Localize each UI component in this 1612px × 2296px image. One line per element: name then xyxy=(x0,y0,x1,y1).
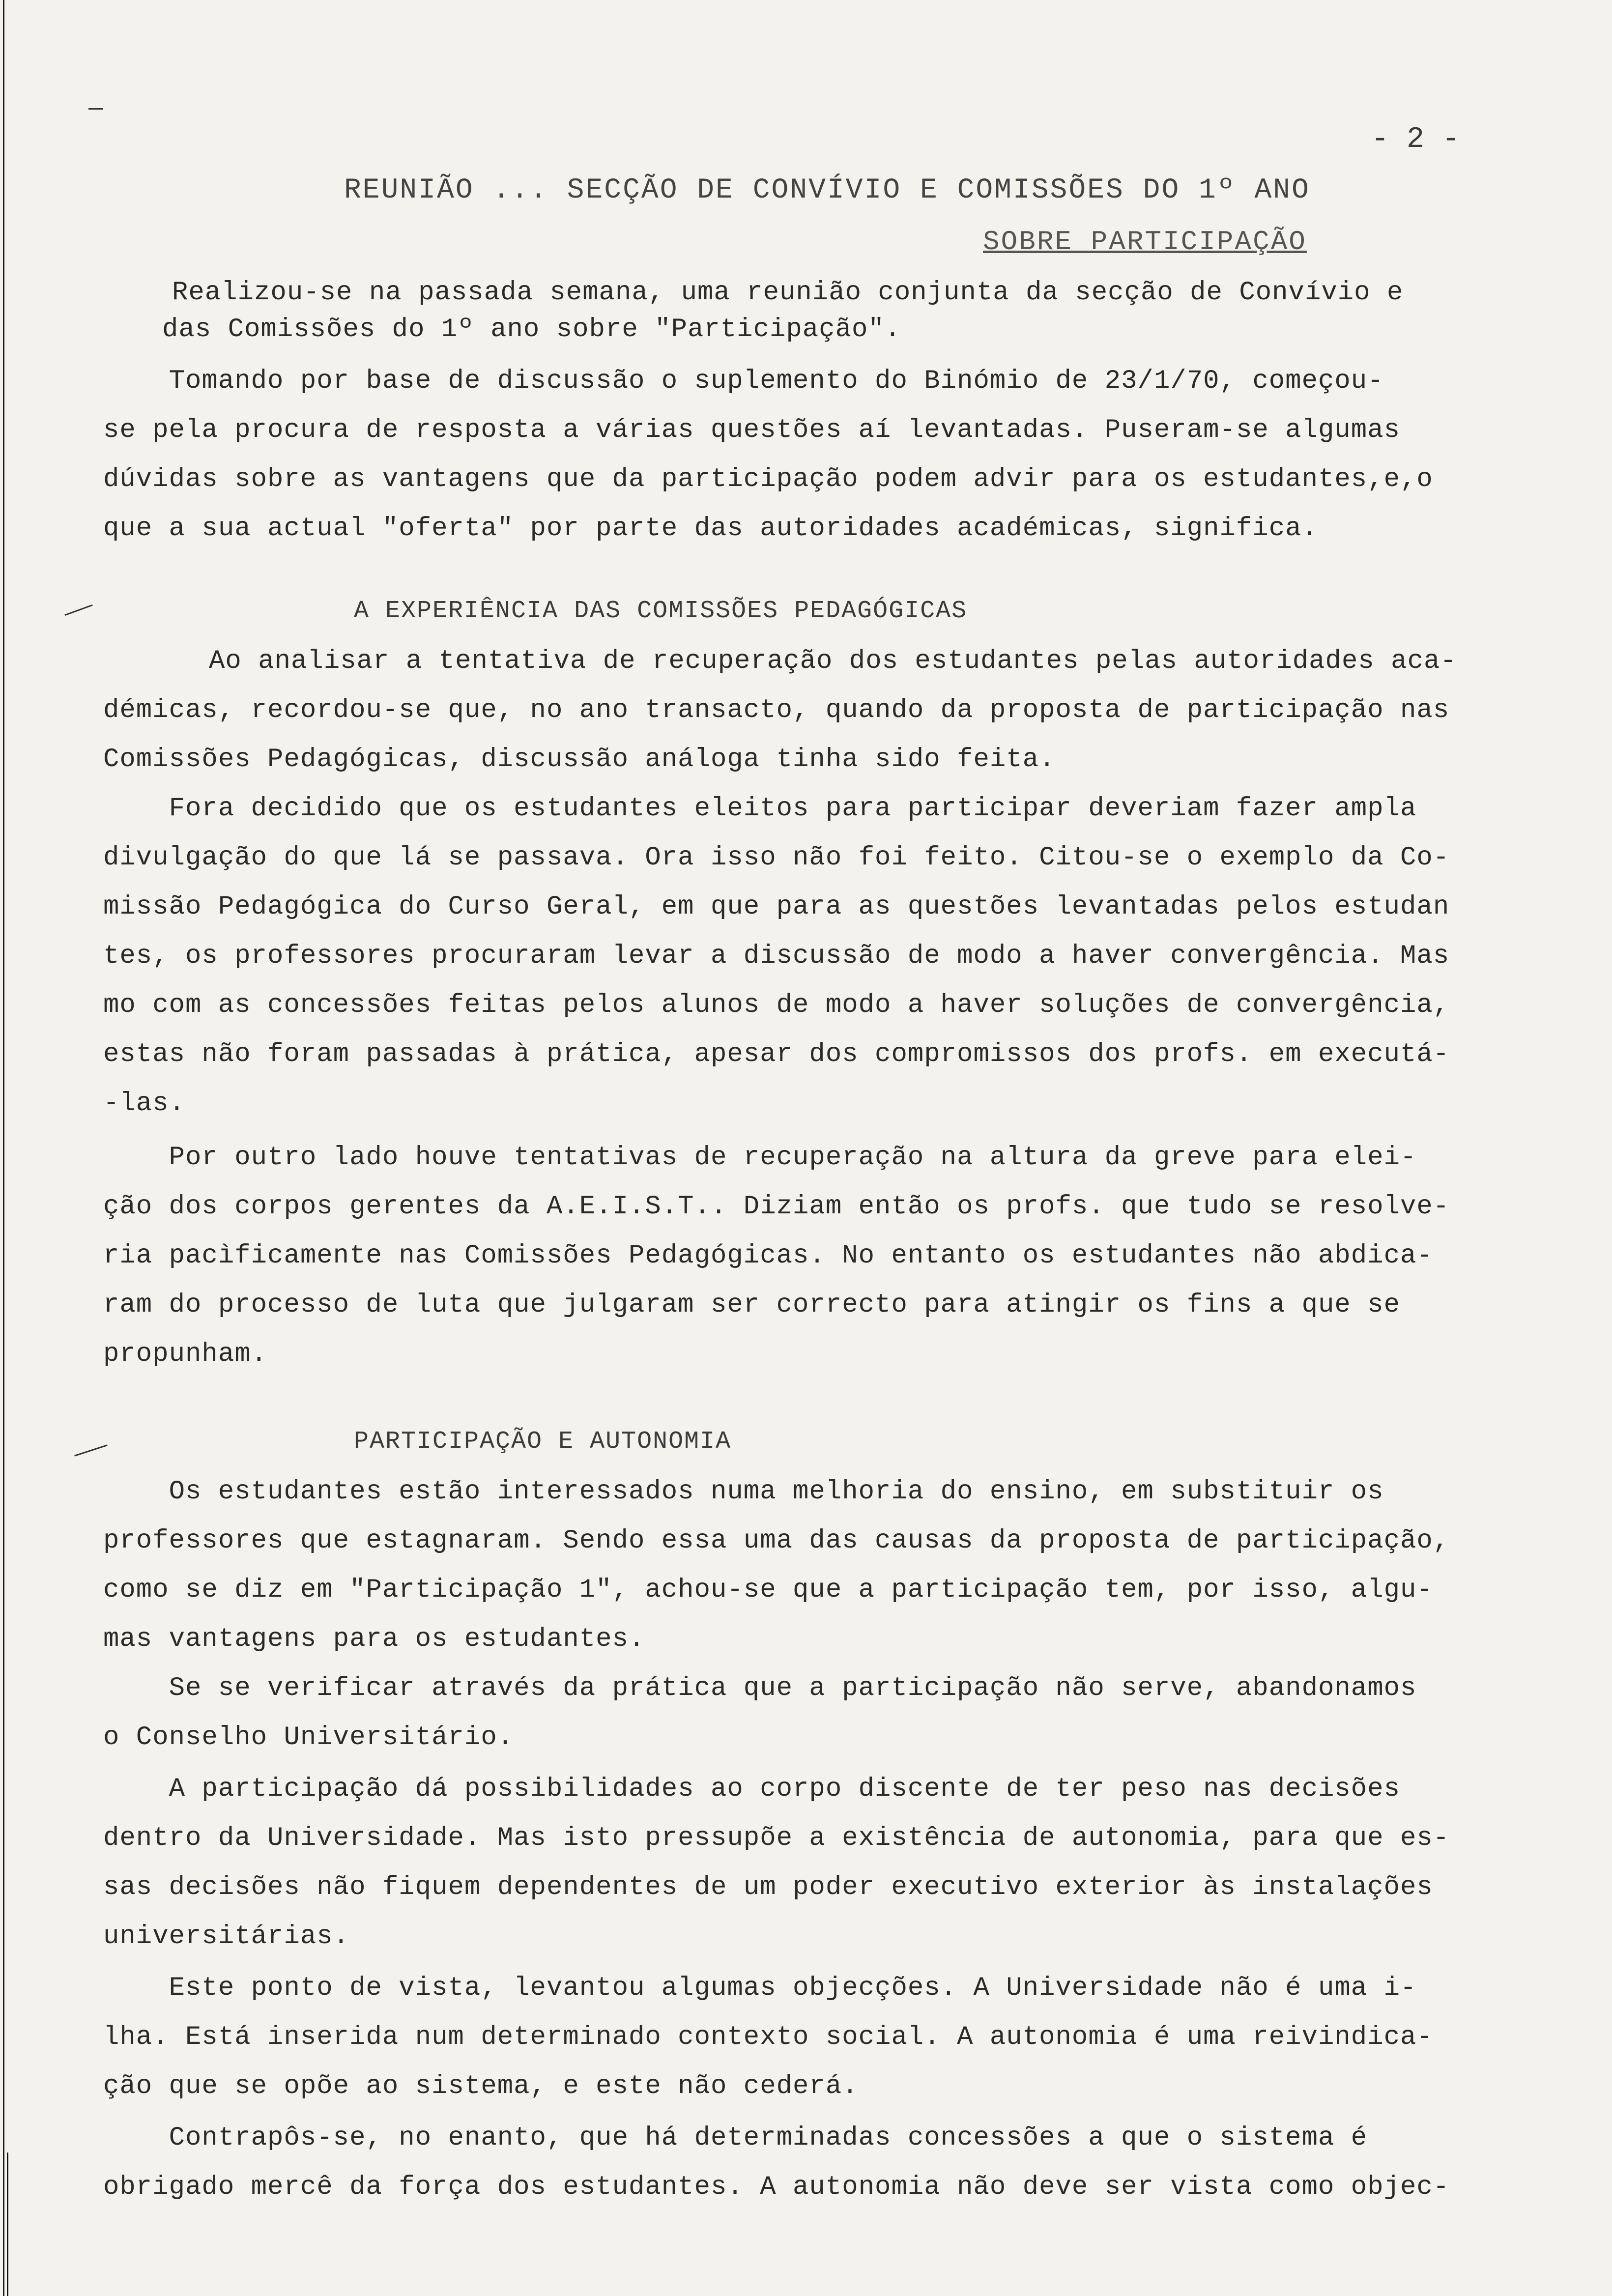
text-line: universitárias. xyxy=(103,1922,350,1952)
text-line: Tomando por base de discussão o suplemento do Binómio de 23/1/70, começou- xyxy=(103,366,1384,396)
scan-speck xyxy=(88,108,103,110)
scan-speck xyxy=(74,1444,108,1456)
page-number: - 2 - xyxy=(1371,123,1460,156)
text-line: ram do processo de luta que julgaram ser correcto para atingir os fins a que se xyxy=(103,1290,1401,1320)
text-line: que a sua actual "oferta" por parte das autoridades académicas, significa. xyxy=(103,514,1318,544)
text-line: démicas, recordou-se que, no ano transacto, quando da proposta de participação nas xyxy=(103,695,1450,725)
section-heading: A EXPERIÊNCIA DAS COMISSÕES PEDAGÓGICAS xyxy=(354,597,968,625)
text-line: Realizou-se na passada semana, uma reunião conjunta da secção de Convívio e xyxy=(172,278,1404,308)
scan-speck xyxy=(64,604,92,616)
text-line: estas não foram passadas à prática, apesar dos compromissos dos profs. em executá- xyxy=(103,1039,1450,1069)
text-line: tes, os professores procuraram levar a discussão de modo a haver convergência. Mas xyxy=(103,941,1450,971)
text-line: Se se verificar através da prática que a participação não serve, abandonamos xyxy=(103,1673,1417,1703)
text-line: Por outro lado houve tentativas de recuperação na altura da greve para elei- xyxy=(103,1143,1417,1173)
text-line: A participação dá possibilidades ao corpo discente de ter peso nas decisões xyxy=(103,1774,1401,1804)
text-line: divulgação do que lá se passava. Ora isso não foi feito. Citou-se o exemplo da Co- xyxy=(103,843,1450,873)
text-line: Ao analisar a tentativa de recuperação dos estudantes pelas autoridades aca- xyxy=(209,646,1457,676)
text-line: missão Pedagógica do Curso Geral, em que para as questões levantadas pelos estudan xyxy=(103,892,1450,922)
page-edge-curl xyxy=(7,2152,8,2296)
text-line: dentro da Universidade. Mas isto pressupõe a existência de autonomia, para que es- xyxy=(103,1823,1450,1853)
text-line: -las. xyxy=(103,1089,186,1119)
text-line: das Comissões do 1º ano sobre "Participação". xyxy=(162,315,901,344)
text-line: mo com as concessões feitas pelos alunos de modo a haver soluções de convergência, xyxy=(103,990,1450,1020)
text-line: o Conselho Universitário. xyxy=(103,1722,514,1752)
document-subtitle: SOBRE PARTICIPAÇÃO xyxy=(983,226,1307,258)
text-line: propunham. xyxy=(103,1339,268,1369)
text-line: Comissões Pedagógicas, discussão análoga tinha sido feita. xyxy=(103,745,1056,775)
document-title: REUNIÃO ... SECÇÃO DE CONVÍVIO E COMISSÕES DO 1º ANO xyxy=(344,174,1310,206)
text-line: Este ponto de vista, levantou algumas objecções. A Universidade não é uma i- xyxy=(103,1973,1417,2003)
text-line: lha. Está inserida num determinado contexto social. A autonomia é uma reivindica- xyxy=(103,2022,1433,2052)
text-line: dúvidas sobre as vantagens que da participação podem advir para os estudantes,e,o xyxy=(103,464,1433,494)
text-line: Os estudantes estão interessados numa melhoria do ensino, em substituir os xyxy=(103,1477,1384,1507)
text-line: ção dos corpos gerentes da A.E.I.S.T.. Diziam então os profs. que tudo se resolve- xyxy=(103,1192,1450,1222)
text-line: ria pacìficamente nas Comissões Pedagógicas. No entanto os estudantes não abdica- xyxy=(103,1241,1433,1271)
text-line: obrigado mercê da força dos estudantes. A autonomia não deve ser vista como objec- xyxy=(103,2172,1450,2202)
text-line: se pela procura de resposta a várias questões aí levantadas. Puseram-se algumas xyxy=(103,415,1401,445)
text-line: mas vantagens para os estudantes. xyxy=(103,1624,645,1654)
page-edge-shadow xyxy=(3,0,4,2296)
text-line: como se diz em "Participação 1", achou-se que a participação tem, por isso, algu- xyxy=(103,1575,1433,1605)
section-heading: PARTICIPAÇÃO E AUTONOMIA xyxy=(354,1428,732,1456)
text-line: professores que estagnaram. Sendo essa uma das causas da proposta de participação, xyxy=(103,1526,1450,1556)
text-line: ção que se opõe ao sistema, e este não cederá. xyxy=(103,2071,859,2101)
text-line: sas decisões não fiquem dependentes de um poder executivo exterior às instalações xyxy=(103,1872,1433,1902)
text-line: Fora decidido que os estudantes eleitos para participar deveriam fazer ampla xyxy=(103,794,1417,824)
text-line: Contrapôs-se, no enanto, que há determinadas concessões a que o sistema é xyxy=(103,2123,1368,2153)
